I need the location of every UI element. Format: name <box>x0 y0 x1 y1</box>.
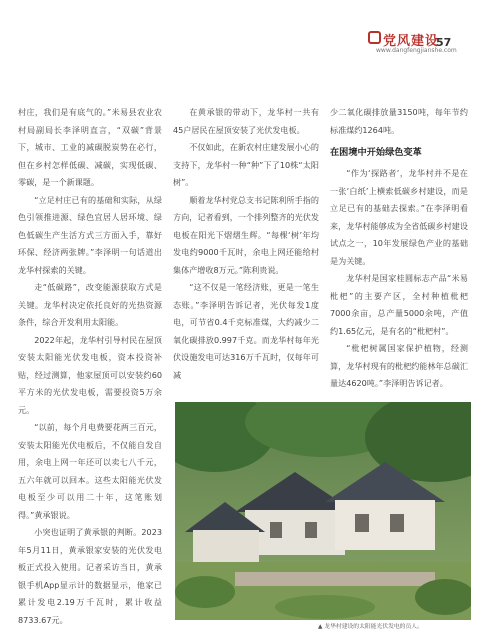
paragraph: 顺着龙华村党总支书记陈利所手指的方向，记者看到，一个排列整齐的光伏发电板在阳光下熠熠生辉。“每棵‘树’年均发电约9000千瓦时，余电上网还能给村集体产增收8万元。”陈利贵说。 <box>173 194 319 275</box>
paragraph: 村庄，我们是有底气的。”米易县农业农村局副局长李泽明直言，“双碳”背景下，城市、工业的减碳脱炭势在必行，但在乡村怎样低碳、减碳，实现低碳、零碳，是一个新课题。 <box>18 107 162 187</box>
paragraph: 小突也证明了黄承银的判断。2023年5月11日，黄承银家安装的光伏发电板正式投入使用。记者采访当日，黄承银手机App显示计的数据显示，他家已累计发电2.19万千瓦时，累计收益8733.67元。 <box>18 527 162 625</box>
village-photo <box>175 402 471 620</box>
article-column-1 <box>18 104 162 634</box>
photo-caption: ▲ 龙华村建设的太阳能光伏发电的员人。 <box>318 624 423 630</box>
paragraph: 不仅如此，在新农村庄建发展小心的支持下，龙华村一种“种”下了10株“太阳树”。 <box>173 142 319 187</box>
page-number: 57 <box>436 36 452 49</box>
paragraph: “枇杷树属国家保护植物，经测算，龙华村现有的枇杷约能林年总碳汇量达4620吨。”李泽明告诉记者。 <box>330 343 468 388</box>
paragraph: 走“低碳路”，改变能源获取方式是关键。龙华村决定依托良好的光热资源条件，综合开发利用太阳能。 <box>18 282 162 327</box>
section-heading: 在困境中开始绿色变革 <box>330 147 422 158</box>
magazine-logo: 党风建设 <box>383 34 440 49</box>
paragraph: “这不仅是一笔经济账，更是一笔生态账。”李泽明告诉记者，光伏每发1度电，可节省0.4千克标准煤，大约减少二氧化碳排放0.997千克。而龙华村每年光伏设施发电可达316万千瓦时，仅每年可减 <box>173 282 319 380</box>
article-column-3 <box>330 104 468 393</box>
village-photo-illustration <box>175 402 471 620</box>
site-url: www.dangfengjianshe.com <box>376 47 457 54</box>
paragraph: 2022年起，龙华村引导村民在屋顶安装太阳能光伏发电板，资本投资补贴，经过测算，他家屋顶可以安装约60平方米的光伏发电板，需要投资5万余元。 <box>18 334 162 415</box>
paragraph: 龙华村是国家桂圆标志产品“米易枇杷”的主要产区，全村种植枇杷7000余亩，总产量5000余吨，产值约1.65亿元，是有名的“枇杷村”。 <box>330 273 468 336</box>
paragraph: “以前，每个月电费要花两三百元，安装太阳能光伏电板后，不仅能自发自用，余电上网一年还可以卖七八千元，五六年就可以回本。这些太阳能光伏发电板至少可以用二十年，这笔账划得。”黄承银说。 <box>18 422 162 520</box>
paragraph: 在黄承银的带动下，龙华村一共有45户居民在屋顶安装了光伏发电板。 <box>173 107 319 135</box>
paragraph: “作为‘探路者’，龙华村并不是在一张‘白纸’上横索低碳乡村建设，而是立足已有的基础去探索。”在李泽明看来，龙华村能够成为全省低碳乡村建设试点之一，10年发展绿色产业的基础是为关键。 <box>330 168 468 266</box>
article-column-2 <box>173 104 319 384</box>
paragraph: “立足村庄已有的基础和实际，从绿色引领推进源、绿色宜居人居环境、绿色低碳生产生活方式三方面入手，靠好环保、经济两张牌。”李泽明一句话道出龙华村探索的关键。 <box>18 194 162 275</box>
paragraph: 少二氧化碳排放量3150吨，每年节约标准煤约1264吨。 <box>330 107 468 135</box>
page-header <box>0 0 484 62</box>
logo-icon <box>368 31 381 44</box>
